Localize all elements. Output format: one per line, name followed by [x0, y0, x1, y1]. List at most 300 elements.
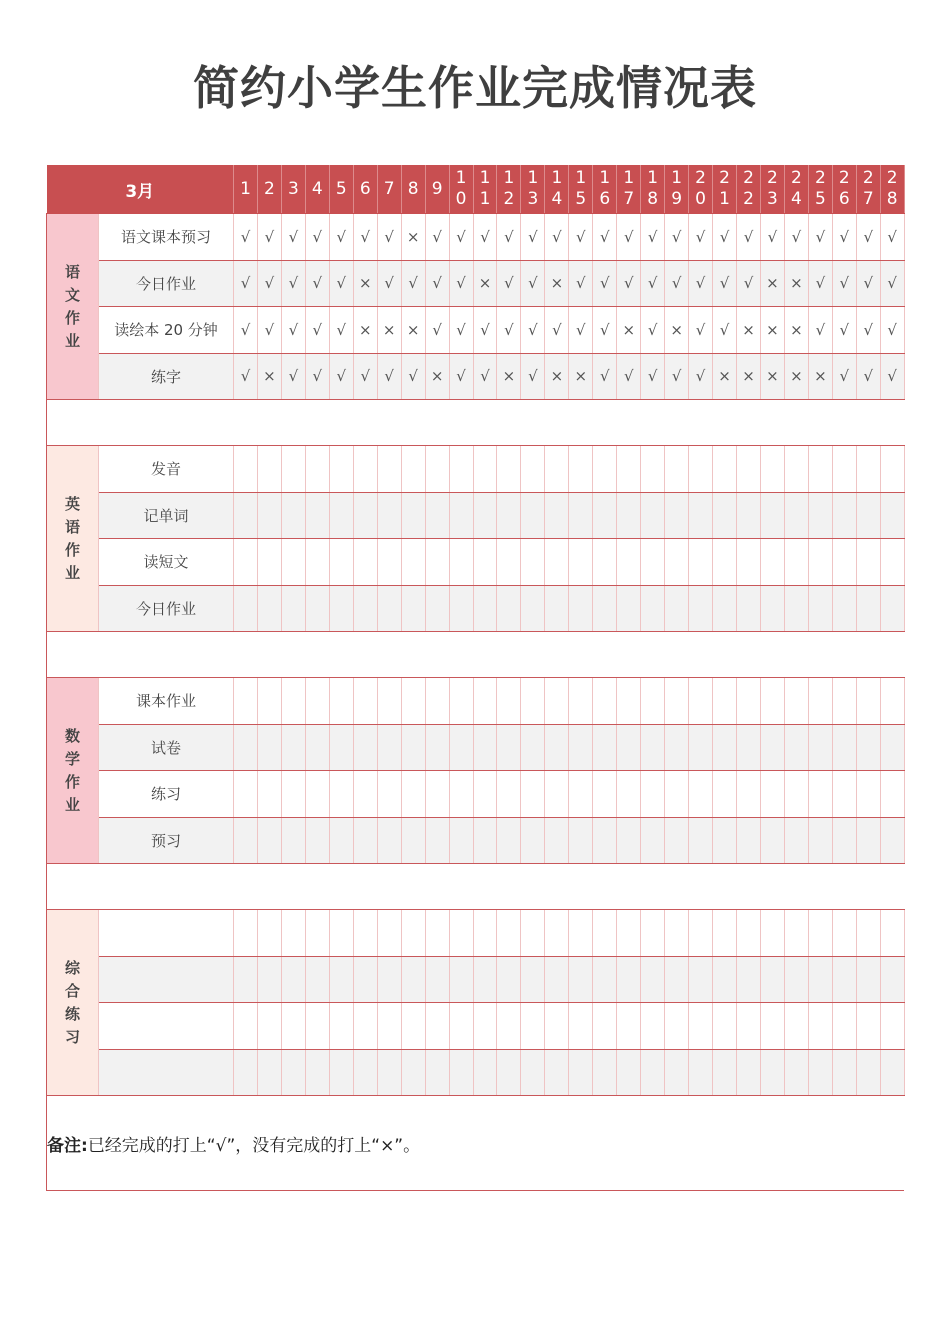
status-cell[interactable] [449, 678, 473, 725]
status-cell[interactable]: √ [257, 260, 281, 307]
status-cell[interactable] [521, 1003, 545, 1050]
status-cell[interactable] [665, 1049, 689, 1096]
status-cell[interactable] [832, 910, 856, 957]
status-cell[interactable]: √ [832, 214, 856, 261]
status-cell[interactable] [617, 724, 641, 771]
status-cell[interactable]: √ [880, 214, 904, 261]
status-cell[interactable] [880, 539, 904, 586]
status-cell[interactable] [641, 771, 665, 818]
status-cell[interactable]: √ [353, 353, 377, 400]
status-cell[interactable]: √ [665, 260, 689, 307]
status-cell[interactable] [473, 817, 497, 864]
status-cell[interactable]: √ [449, 260, 473, 307]
status-cell[interactable] [689, 492, 713, 539]
status-cell[interactable] [832, 585, 856, 632]
status-cell[interactable] [808, 539, 832, 586]
status-cell[interactable] [521, 678, 545, 725]
status-cell[interactable] [545, 771, 569, 818]
status-cell[interactable] [641, 585, 665, 632]
status-cell[interactable] [808, 1003, 832, 1050]
status-cell[interactable] [713, 492, 737, 539]
status-cell[interactable] [784, 817, 808, 864]
status-cell[interactable]: √ [449, 353, 473, 400]
status-cell[interactable] [449, 1049, 473, 1096]
status-cell[interactable] [401, 910, 425, 957]
status-cell[interactable] [497, 446, 521, 493]
status-cell[interactable] [832, 539, 856, 586]
status-cell[interactable] [281, 1049, 305, 1096]
status-cell[interactable]: × [737, 307, 761, 354]
status-cell[interactable] [521, 910, 545, 957]
status-cell[interactable] [593, 910, 617, 957]
status-cell[interactable] [305, 446, 329, 493]
status-cell[interactable] [305, 910, 329, 957]
status-cell[interactable] [497, 771, 521, 818]
status-cell[interactable] [880, 910, 904, 957]
status-cell[interactable]: √ [329, 214, 353, 261]
status-cell[interactable] [641, 1049, 665, 1096]
status-cell[interactable] [305, 771, 329, 818]
status-cell[interactable]: √ [617, 353, 641, 400]
status-cell[interactable] [760, 771, 784, 818]
status-cell[interactable] [617, 446, 641, 493]
status-cell[interactable] [784, 446, 808, 493]
status-cell[interactable] [521, 956, 545, 1003]
status-cell[interactable] [713, 910, 737, 957]
status-cell[interactable] [641, 1003, 665, 1050]
status-cell[interactable] [641, 678, 665, 725]
status-cell[interactable] [808, 724, 832, 771]
status-cell[interactable]: √ [856, 260, 880, 307]
status-cell[interactable] [641, 956, 665, 1003]
status-cell[interactable]: √ [281, 353, 305, 400]
status-cell[interactable] [545, 956, 569, 1003]
status-cell[interactable]: √ [305, 307, 329, 354]
status-cell[interactable] [281, 910, 305, 957]
status-cell[interactable] [641, 539, 665, 586]
status-cell[interactable]: × [545, 353, 569, 400]
status-cell[interactable] [257, 1049, 281, 1096]
status-cell[interactable] [808, 910, 832, 957]
status-cell[interactable] [353, 910, 377, 957]
status-cell[interactable] [257, 771, 281, 818]
status-cell[interactable] [401, 446, 425, 493]
status-cell[interactable] [281, 492, 305, 539]
status-cell[interactable]: √ [545, 214, 569, 261]
status-cell[interactable] [880, 1003, 904, 1050]
status-cell[interactable] [353, 446, 377, 493]
status-cell[interactable] [617, 678, 641, 725]
status-cell[interactable] [473, 1049, 497, 1096]
status-cell[interactable] [760, 956, 784, 1003]
status-cell[interactable]: × [784, 307, 808, 354]
status-cell[interactable]: × [760, 353, 784, 400]
status-cell[interactable] [593, 1003, 617, 1050]
status-cell[interactable] [617, 910, 641, 957]
status-cell[interactable] [401, 678, 425, 725]
status-cell[interactable] [784, 1003, 808, 1050]
status-cell[interactable] [641, 910, 665, 957]
status-cell[interactable] [880, 817, 904, 864]
status-cell[interactable] [808, 585, 832, 632]
status-cell[interactable] [737, 817, 761, 864]
status-cell[interactable] [329, 539, 353, 586]
status-cell[interactable]: √ [234, 307, 258, 354]
status-cell[interactable] [353, 539, 377, 586]
status-cell[interactable] [641, 724, 665, 771]
status-cell[interactable] [665, 771, 689, 818]
status-cell[interactable] [569, 585, 593, 632]
status-cell[interactable] [784, 956, 808, 1003]
status-cell[interactable]: √ [737, 260, 761, 307]
status-cell[interactable] [521, 492, 545, 539]
status-cell[interactable] [234, 817, 258, 864]
status-cell[interactable]: × [760, 260, 784, 307]
status-cell[interactable] [784, 492, 808, 539]
status-cell[interactable]: √ [713, 307, 737, 354]
status-cell[interactable] [497, 1049, 521, 1096]
status-cell[interactable] [617, 1049, 641, 1096]
status-cell[interactable] [569, 910, 593, 957]
status-cell[interactable] [784, 1049, 808, 1096]
status-cell[interactable]: √ [593, 307, 617, 354]
status-cell[interactable] [234, 678, 258, 725]
status-cell[interactable] [569, 771, 593, 818]
status-cell[interactable] [425, 771, 449, 818]
status-cell[interactable]: √ [617, 260, 641, 307]
status-cell[interactable]: × [760, 307, 784, 354]
status-cell[interactable] [569, 1049, 593, 1096]
status-cell[interactable] [760, 446, 784, 493]
status-cell[interactable] [880, 956, 904, 1003]
status-cell[interactable] [377, 492, 401, 539]
status-cell[interactable]: √ [521, 260, 545, 307]
status-cell[interactable] [665, 910, 689, 957]
status-cell[interactable]: √ [832, 260, 856, 307]
status-cell[interactable]: √ [641, 307, 665, 354]
status-cell[interactable] [569, 724, 593, 771]
status-cell[interactable] [401, 492, 425, 539]
status-cell[interactable] [593, 956, 617, 1003]
status-cell[interactable] [377, 724, 401, 771]
status-cell[interactable] [856, 724, 880, 771]
status-cell[interactable]: √ [449, 214, 473, 261]
status-cell[interactable] [473, 585, 497, 632]
status-cell[interactable] [497, 539, 521, 586]
status-cell[interactable] [521, 724, 545, 771]
status-cell[interactable] [689, 817, 713, 864]
status-cell[interactable] [832, 446, 856, 493]
status-cell[interactable] [449, 817, 473, 864]
status-cell[interactable] [329, 910, 353, 957]
status-cell[interactable] [497, 678, 521, 725]
status-cell[interactable] [665, 956, 689, 1003]
status-cell[interactable]: × [377, 307, 401, 354]
status-cell[interactable] [329, 1049, 353, 1096]
status-cell[interactable] [329, 492, 353, 539]
status-cell[interactable] [329, 956, 353, 1003]
status-cell[interactable]: × [713, 353, 737, 400]
status-cell[interactable] [257, 492, 281, 539]
status-cell[interactable] [329, 724, 353, 771]
status-cell[interactable] [353, 492, 377, 539]
status-cell[interactable] [784, 539, 808, 586]
status-cell[interactable] [617, 956, 641, 1003]
status-cell[interactable] [234, 492, 258, 539]
status-cell[interactable] [329, 771, 353, 818]
status-cell[interactable] [856, 539, 880, 586]
status-cell[interactable] [401, 956, 425, 1003]
status-cell[interactable] [713, 771, 737, 818]
status-cell[interactable]: √ [497, 214, 521, 261]
status-cell[interactable] [521, 585, 545, 632]
status-cell[interactable] [713, 724, 737, 771]
status-cell[interactable]: √ [497, 307, 521, 354]
status-cell[interactable] [713, 1003, 737, 1050]
status-cell[interactable]: √ [737, 214, 761, 261]
status-cell[interactable] [473, 539, 497, 586]
status-cell[interactable] [760, 492, 784, 539]
status-cell[interactable] [689, 585, 713, 632]
status-cell[interactable] [689, 910, 713, 957]
status-cell[interactable] [689, 956, 713, 1003]
status-cell[interactable] [856, 492, 880, 539]
status-cell[interactable] [401, 771, 425, 818]
status-cell[interactable] [425, 817, 449, 864]
status-cell[interactable] [545, 585, 569, 632]
status-cell[interactable]: √ [856, 307, 880, 354]
status-cell[interactable] [808, 771, 832, 818]
status-cell[interactable] [784, 585, 808, 632]
status-cell[interactable] [760, 585, 784, 632]
status-cell[interactable] [856, 956, 880, 1003]
status-cell[interactable] [281, 956, 305, 1003]
status-cell[interactable] [305, 724, 329, 771]
status-cell[interactable] [234, 910, 258, 957]
status-cell[interactable] [257, 585, 281, 632]
status-cell[interactable] [593, 724, 617, 771]
status-cell[interactable] [425, 724, 449, 771]
status-cell[interactable] [425, 1003, 449, 1050]
status-cell[interactable] [665, 446, 689, 493]
status-cell[interactable] [689, 678, 713, 725]
status-cell[interactable] [832, 678, 856, 725]
status-cell[interactable] [425, 446, 449, 493]
status-cell[interactable] [305, 817, 329, 864]
status-cell[interactable] [832, 1049, 856, 1096]
status-cell[interactable] [856, 1049, 880, 1096]
status-cell[interactable] [832, 492, 856, 539]
status-cell[interactable]: √ [593, 260, 617, 307]
status-cell[interactable] [257, 817, 281, 864]
status-cell[interactable]: √ [401, 260, 425, 307]
status-cell[interactable]: √ [593, 353, 617, 400]
status-cell[interactable]: √ [425, 260, 449, 307]
status-cell[interactable]: √ [569, 214, 593, 261]
status-cell[interactable]: √ [234, 214, 258, 261]
status-cell[interactable] [760, 539, 784, 586]
status-cell[interactable] [545, 910, 569, 957]
status-cell[interactable] [737, 539, 761, 586]
status-cell[interactable] [737, 585, 761, 632]
status-cell[interactable] [473, 678, 497, 725]
status-cell[interactable]: √ [234, 353, 258, 400]
status-cell[interactable] [593, 678, 617, 725]
status-cell[interactable]: √ [808, 260, 832, 307]
status-cell[interactable] [665, 678, 689, 725]
status-cell[interactable] [569, 678, 593, 725]
status-cell[interactable] [449, 446, 473, 493]
status-cell[interactable]: √ [689, 260, 713, 307]
status-cell[interactable] [641, 817, 665, 864]
status-cell[interactable]: √ [305, 353, 329, 400]
status-cell[interactable] [832, 817, 856, 864]
status-cell[interactable]: √ [353, 214, 377, 261]
status-cell[interactable]: √ [880, 260, 904, 307]
status-cell[interactable] [737, 1049, 761, 1096]
status-cell[interactable] [425, 910, 449, 957]
status-cell[interactable] [808, 492, 832, 539]
status-cell[interactable] [689, 724, 713, 771]
status-cell[interactable]: √ [569, 260, 593, 307]
status-cell[interactable] [257, 910, 281, 957]
status-cell[interactable] [617, 771, 641, 818]
status-cell[interactable]: √ [521, 307, 545, 354]
status-cell[interactable] [737, 1003, 761, 1050]
status-cell[interactable] [521, 771, 545, 818]
status-cell[interactable] [832, 1003, 856, 1050]
status-cell[interactable]: √ [665, 353, 689, 400]
status-cell[interactable] [713, 678, 737, 725]
status-cell[interactable] [880, 678, 904, 725]
status-cell[interactable]: × [353, 260, 377, 307]
status-cell[interactable]: √ [689, 307, 713, 354]
status-cell[interactable] [234, 539, 258, 586]
status-cell[interactable] [617, 1003, 641, 1050]
status-cell[interactable] [784, 910, 808, 957]
status-cell[interactable] [737, 446, 761, 493]
status-cell[interactable] [377, 1049, 401, 1096]
status-cell[interactable] [808, 817, 832, 864]
status-cell[interactable] [617, 492, 641, 539]
status-cell[interactable] [425, 678, 449, 725]
status-cell[interactable]: √ [641, 214, 665, 261]
status-cell[interactable] [377, 771, 401, 818]
status-cell[interactable] [449, 956, 473, 1003]
status-cell[interactable] [473, 492, 497, 539]
status-cell[interactable] [305, 678, 329, 725]
status-cell[interactable] [353, 1049, 377, 1096]
status-cell[interactable] [737, 956, 761, 1003]
status-cell[interactable] [353, 678, 377, 725]
status-cell[interactable]: √ [545, 307, 569, 354]
status-cell[interactable] [665, 539, 689, 586]
status-cell[interactable]: √ [760, 214, 784, 261]
status-cell[interactable] [713, 956, 737, 1003]
status-cell[interactable] [234, 1003, 258, 1050]
status-cell[interactable]: × [401, 214, 425, 261]
status-cell[interactable]: √ [449, 307, 473, 354]
status-cell[interactable] [569, 539, 593, 586]
status-cell[interactable]: √ [880, 307, 904, 354]
status-cell[interactable]: × [545, 260, 569, 307]
status-cell[interactable]: √ [832, 353, 856, 400]
status-cell[interactable] [449, 1003, 473, 1050]
status-cell[interactable]: √ [856, 353, 880, 400]
status-cell[interactable] [545, 1003, 569, 1050]
status-cell[interactable]: √ [593, 214, 617, 261]
status-cell[interactable] [257, 539, 281, 586]
status-cell[interactable] [425, 539, 449, 586]
status-cell[interactable] [808, 446, 832, 493]
status-cell[interactable] [808, 1049, 832, 1096]
status-cell[interactable] [569, 492, 593, 539]
status-cell[interactable] [281, 446, 305, 493]
status-cell[interactable]: × [665, 307, 689, 354]
status-cell[interactable] [257, 678, 281, 725]
status-cell[interactable] [401, 1003, 425, 1050]
status-cell[interactable] [281, 678, 305, 725]
status-cell[interactable] [257, 446, 281, 493]
status-cell[interactable]: √ [377, 353, 401, 400]
status-cell[interactable] [449, 585, 473, 632]
status-cell[interactable] [473, 771, 497, 818]
status-cell[interactable] [617, 539, 641, 586]
status-cell[interactable]: √ [569, 307, 593, 354]
status-cell[interactable]: × [737, 353, 761, 400]
status-cell[interactable] [880, 724, 904, 771]
status-cell[interactable] [641, 446, 665, 493]
status-cell[interactable]: √ [329, 260, 353, 307]
status-cell[interactable] [473, 956, 497, 1003]
status-cell[interactable] [449, 539, 473, 586]
status-cell[interactable] [689, 1049, 713, 1096]
status-cell[interactable] [760, 724, 784, 771]
status-cell[interactable] [234, 585, 258, 632]
status-cell[interactable] [401, 539, 425, 586]
status-cell[interactable] [689, 539, 713, 586]
status-cell[interactable]: √ [329, 307, 353, 354]
status-cell[interactable] [665, 724, 689, 771]
status-cell[interactable] [425, 1049, 449, 1096]
status-cell[interactable]: √ [401, 353, 425, 400]
status-cell[interactable]: √ [808, 214, 832, 261]
status-cell[interactable]: √ [497, 260, 521, 307]
status-cell[interactable]: √ [377, 214, 401, 261]
status-cell[interactable] [377, 956, 401, 1003]
status-cell[interactable] [880, 492, 904, 539]
status-cell[interactable] [497, 910, 521, 957]
status-cell[interactable] [545, 724, 569, 771]
status-cell[interactable] [665, 1003, 689, 1050]
status-cell[interactable] [401, 1049, 425, 1096]
status-cell[interactable]: √ [617, 214, 641, 261]
status-cell[interactable] [281, 771, 305, 818]
status-cell[interactable] [353, 771, 377, 818]
status-cell[interactable] [425, 956, 449, 1003]
status-cell[interactable]: √ [689, 214, 713, 261]
status-cell[interactable] [545, 1049, 569, 1096]
status-cell[interactable] [832, 724, 856, 771]
status-cell[interactable] [257, 1003, 281, 1050]
status-cell[interactable] [545, 539, 569, 586]
status-cell[interactable]: √ [473, 214, 497, 261]
status-cell[interactable] [593, 585, 617, 632]
status-cell[interactable] [377, 817, 401, 864]
status-cell[interactable] [521, 446, 545, 493]
status-cell[interactable] [377, 585, 401, 632]
status-cell[interactable] [593, 1049, 617, 1096]
